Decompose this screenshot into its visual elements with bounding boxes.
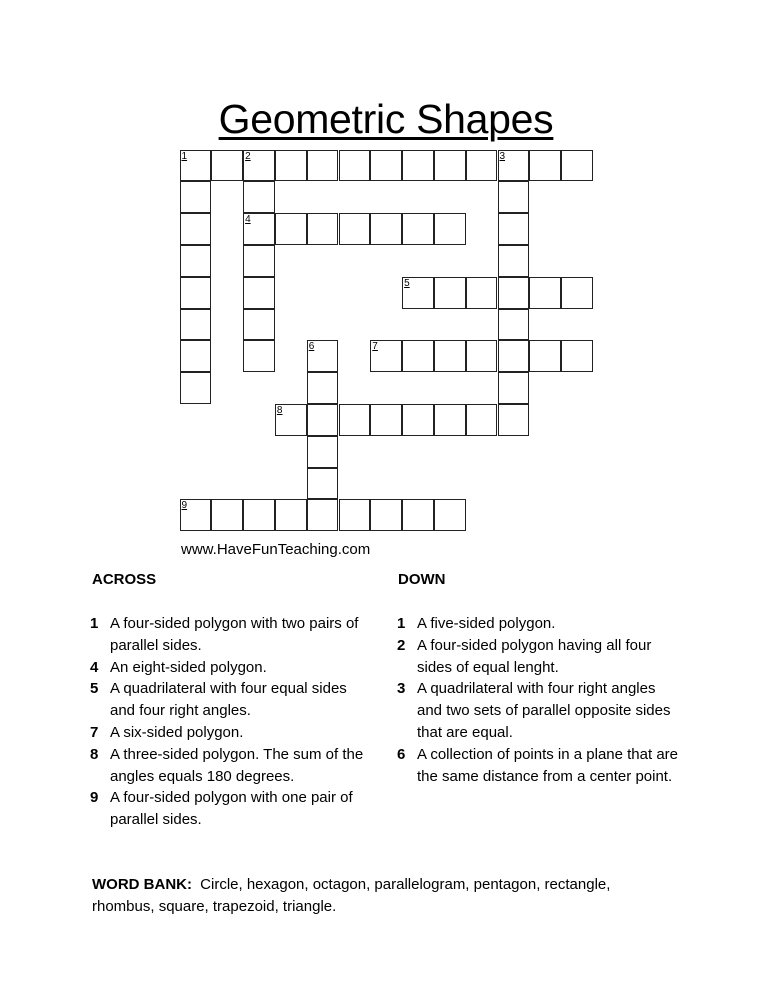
word-bank xyxy=(92,874,612,918)
grid-cell[interactable] xyxy=(339,404,371,436)
grid-cell[interactable] xyxy=(180,213,212,245)
grid-cell[interactable] xyxy=(243,309,275,341)
across-clue xyxy=(90,657,375,679)
grid-cell[interactable] xyxy=(466,404,498,436)
grid-cell[interactable] xyxy=(498,245,530,277)
cell-number: 7 xyxy=(372,341,378,353)
grid-cell[interactable] xyxy=(243,499,275,531)
grid-cell[interactable] xyxy=(243,277,275,309)
word-bank-text: Circle, hexagon, octagon, parallelogram, pentagon, rectangle, rhombus, square, trapezoid, triangle. xyxy=(92,876,611,915)
down-clue xyxy=(397,678,682,743)
grid-cell[interactable] xyxy=(498,213,530,245)
clue-text: A four-sided polygon with one pair of parallel sides. xyxy=(110,789,353,829)
grid-cell[interactable] xyxy=(466,277,498,309)
grid-cell[interactable] xyxy=(529,340,561,372)
grid-cell[interactable] xyxy=(434,277,466,309)
down-clue xyxy=(397,613,682,635)
grid-cell[interactable] xyxy=(498,277,530,309)
grid-cell[interactable] xyxy=(275,150,307,182)
crossword-grid xyxy=(180,150,594,533)
grid-cell[interactable] xyxy=(498,150,530,182)
grid-cell[interactable] xyxy=(434,404,466,436)
grid-cell[interactable] xyxy=(307,404,339,436)
grid-cell[interactable] xyxy=(180,245,212,277)
grid-cell[interactable] xyxy=(211,150,243,182)
clue-number: 6 xyxy=(397,745,406,763)
cell-number: 9 xyxy=(181,500,188,512)
website-credit: www.HaveFunTeaching.com xyxy=(181,541,371,558)
clue-text: A quadrilateral with four right angles and two sets of parallel opposite sides that are equal. xyxy=(417,680,671,741)
cell-number: 3 xyxy=(499,150,506,162)
grid-cell[interactable] xyxy=(211,499,243,531)
across-clue-list xyxy=(90,613,375,831)
across-clue xyxy=(90,722,375,744)
grid-cell[interactable] xyxy=(275,213,307,245)
grid-cell[interactable] xyxy=(275,404,307,436)
page-title: Geometric Shapes xyxy=(218,96,554,142)
grid-cell[interactable] xyxy=(561,340,593,372)
grid-cell[interactable] xyxy=(370,150,402,182)
clue-text: A six-sided polygon. xyxy=(110,723,244,741)
clue-text: An eight-sided polygon. xyxy=(110,658,267,676)
across-clue xyxy=(90,613,375,657)
grid-cell[interactable] xyxy=(339,213,371,245)
clue-text: A quadrilateral with four equal sides and four right angles. xyxy=(110,680,347,720)
grid-cell[interactable] xyxy=(370,499,402,531)
clue-number: 8 xyxy=(90,745,99,763)
cell-number: 4 xyxy=(245,214,251,226)
grid-cell[interactable] xyxy=(370,213,402,245)
grid-cell[interactable] xyxy=(561,277,593,309)
across-clue xyxy=(90,787,375,831)
clue-number: 7 xyxy=(90,723,99,741)
grid-cell[interactable] xyxy=(180,340,212,372)
grid-cell[interactable] xyxy=(561,150,593,182)
clue-text: A collection of points in a plane that are the same distance from a center point. xyxy=(417,745,679,785)
grid-cell[interactable] xyxy=(180,150,212,182)
clue-number: 3 xyxy=(397,680,406,698)
grid-cell[interactable] xyxy=(243,181,275,213)
grid-cell[interactable] xyxy=(307,213,339,245)
clue-number: 1 xyxy=(397,615,406,632)
grid-cell[interactable] xyxy=(529,277,561,309)
grid-cell[interactable] xyxy=(498,340,530,372)
grid-cell[interactable] xyxy=(307,436,339,468)
grid-cell[interactable] xyxy=(434,340,466,372)
word-bank-label: WORD BANK: xyxy=(92,876,192,893)
down-clue xyxy=(397,635,682,679)
across-clue xyxy=(90,678,375,722)
grid-cell[interactable] xyxy=(180,181,212,213)
cell-number: 5 xyxy=(404,277,410,289)
clue-number: 2 xyxy=(397,636,406,654)
grid-cell[interactable] xyxy=(434,150,466,182)
grid-cell[interactable] xyxy=(498,372,530,404)
across-heading: ACROSS xyxy=(92,571,157,588)
clue-number: 9 xyxy=(90,789,99,807)
down-clue-list xyxy=(397,613,682,787)
cell-number: 8 xyxy=(276,404,283,416)
cell-number: 1 xyxy=(181,150,188,162)
grid-cell[interactable] xyxy=(243,213,275,245)
grid-cell[interactable] xyxy=(307,340,339,372)
grid-cell[interactable] xyxy=(243,340,275,372)
grid-cell[interactable] xyxy=(434,213,466,245)
cell-number: 6 xyxy=(308,341,315,353)
grid-cell[interactable] xyxy=(402,499,434,531)
grid-cell[interactable] xyxy=(180,372,212,404)
grid-cell[interactable] xyxy=(307,468,339,500)
grid-cell[interactable] xyxy=(180,309,212,341)
grid-cell[interactable] xyxy=(498,181,530,213)
grid-cell[interactable] xyxy=(180,277,212,309)
grid-cell[interactable] xyxy=(307,499,339,531)
cell-number: 2 xyxy=(245,150,251,162)
grid-cell[interactable] xyxy=(370,404,402,436)
grid-cell[interactable] xyxy=(529,150,561,182)
grid-cell[interactable] xyxy=(498,309,530,341)
clue-text: A five-sided polygon. xyxy=(417,615,556,632)
grid-cell[interactable] xyxy=(466,340,498,372)
grid-cell[interactable] xyxy=(339,150,371,182)
down-heading: DOWN xyxy=(398,571,446,588)
grid-cell[interactable] xyxy=(434,499,466,531)
grid-cell[interactable] xyxy=(180,499,212,531)
grid-cell[interactable] xyxy=(402,150,434,182)
clue-number: 4 xyxy=(90,658,99,676)
down-clue xyxy=(397,744,682,788)
grid-cell[interactable] xyxy=(402,213,434,245)
grid-cell[interactable] xyxy=(243,245,275,277)
grid-cell[interactable] xyxy=(307,150,339,182)
grid-cell[interactable] xyxy=(370,340,402,372)
grid-cell[interactable] xyxy=(339,499,371,531)
clue-text: A four-sided polygon having all four sides of equal lenght. xyxy=(417,636,652,676)
grid-cell[interactable] xyxy=(243,150,275,182)
across-clue xyxy=(90,744,375,788)
clue-number: 5 xyxy=(90,680,99,698)
grid-cell[interactable] xyxy=(402,340,434,372)
grid-cell[interactable] xyxy=(275,499,307,531)
grid-cell[interactable] xyxy=(402,277,434,309)
clue-number: 1 xyxy=(90,615,99,632)
grid-cell[interactable] xyxy=(466,150,498,182)
grid-cell[interactable] xyxy=(307,372,339,404)
grid-cell[interactable] xyxy=(402,404,434,436)
clue-text: A three-sided polygon. The sum of the angles equals 180 degrees. xyxy=(110,745,364,785)
clue-text: A four-sided polygon with two pairs of parallel sides. xyxy=(110,615,359,654)
grid-cell[interactable] xyxy=(498,404,530,436)
